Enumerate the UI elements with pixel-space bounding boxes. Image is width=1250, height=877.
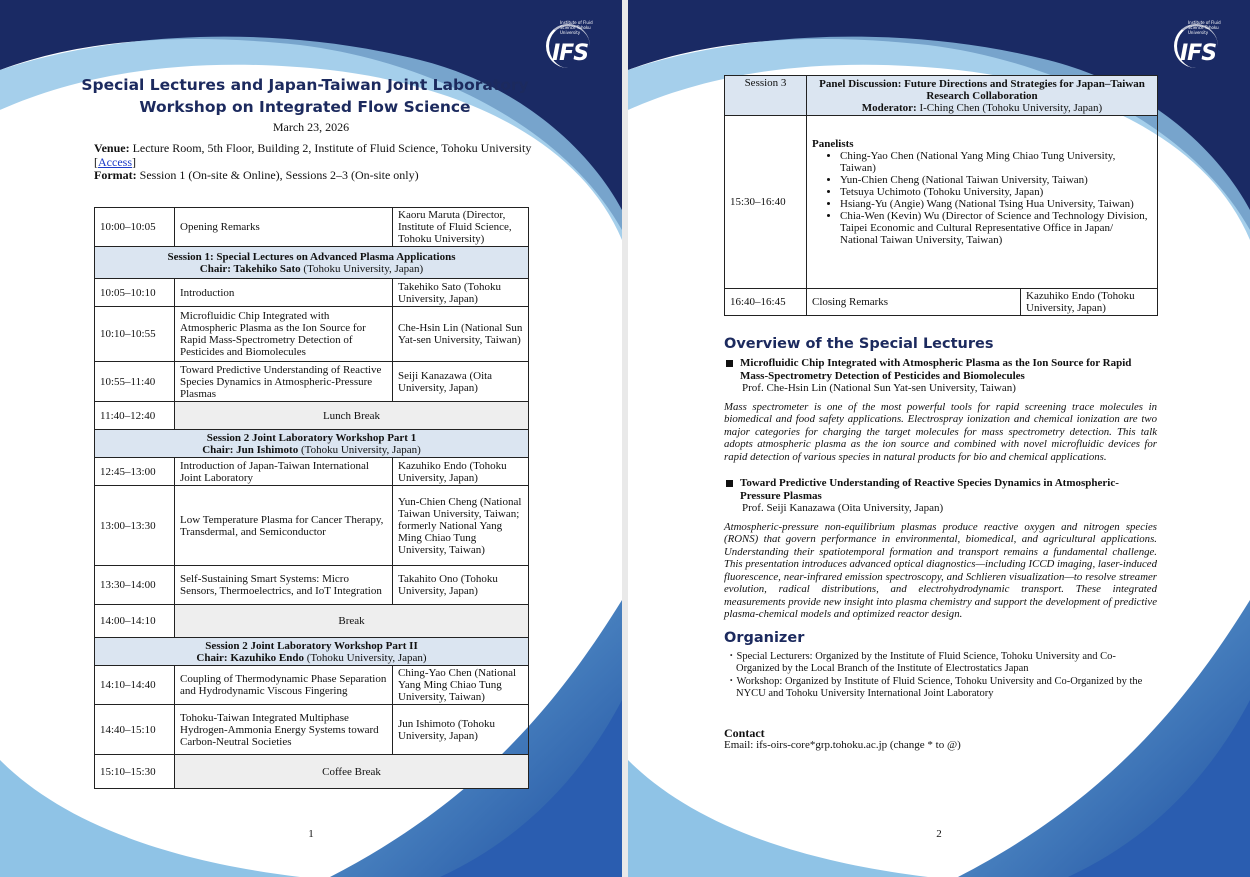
organizer-list: ・Special Lecturers: Organized by the Institute of Fluid Science, Tohoku University and Co-Organized by the Local Branch of the Institute of Electrostatics Japan ・Workshop: Organized by Institute of Fluid Science, Tohoku University and Co-Organized by the NYCU and Tohoku University International Joint Laboratory — [726, 650, 1143, 699]
page-2 — [628, 0, 1250, 877]
break-row: 14:00–14:10 Break — [95, 605, 529, 638]
table-row: 14:10–14:40 Coupling of Thermodynamic Phase Separation and Hydrodynamic Viscous Fingering Ching-Yao Chen (National Yang Ming Chiao Tung University, Taiwan) — [95, 666, 529, 705]
organizer-heading: Organizer — [724, 629, 805, 646]
event-date: March 23, 2026 — [272, 120, 350, 134]
table-row: 10:00–10:05 Opening Remarks Kaoru Maruta (Director, Institute of Fluid Science, Tohoku University) — [95, 208, 529, 247]
panelist: • Ching-Yao Chen (National Yang Ming Chiao Tung University, Taiwan) — [840, 150, 1152, 174]
panel-row: 15:30–16:40 Panelists • Ching-Yao Chen (National Yang Ming Chiao Tung University, Taiwan) • Yun-Chien Cheng (National Taiwan University, Taiwan) • Tetsuya Uchimoto (Tohoku University, Japan) • Hsiang-Yu (Angie) Wang (National Tsing Hua University, Taiwan) • Chia-Wen (Kevin) Wu (Director of Science and Technology Division, Taipei Economic and Cultural Representative Office in Japan/ National Taiwan University, Taiwan) — [725, 116, 1158, 289]
table-row: 13:30–14:00 Self-Sustaining Smart Systems: Micro Sensors, Thermoelectrics, and IoT Integration Takahito Ono (Tohoku University, Japan) — [95, 566, 529, 605]
ifs-logo: Institute of Fluid Science Tohoku University IFS — [546, 18, 604, 76]
lecture-1: Microfluidic Chip Integrated with Atmospheric Plasma as the Ion Source for Rapid Mass-Spectrometry Detection of Pesticides and Biomolecules Prof. Che-Hsin Lin (National Sun Yat-sen University, Taiwan) Mass spectrometer is one of the most powerful tools for rapid screening trace molecules in biomedical and food safety applications. Electrospray ionization and chemical ionization are two major categories for charging the target molecules for mass spectrometry detection. This talk adopts atmospheric plasma as the ion source and combined with novel microfluidic devices for rapid detection of various species in natural products for bio and chemical applications. — [724, 357, 1157, 463]
session-header-row: Session 2 Joint Laboratory Workshop Part 1 Chair: Jun Ishimoto (Tohoku University, Japan) — [95, 430, 529, 458]
lecture-2: Toward Predictive Understanding of Reactive Species Dynamics in Atmospheric-Pressure Plasmas Prof. Seiji Kanazawa (Oita University, Japan) Atmospheric-pressure non-equilibrium plasmas produce reactive oxygen and nitrogen species (RONS) that govern performance in environmental, biomedical, and agricultural applications. Understanding their spatiotemporal formation and transport remains a fundamental challenge. This presentation introduces advanced optical diagnostics—including ICCD imaging, laser-induced fluorescence, near-infrared emission spectroscopy, and Schlieren visualization—to resolve streamer evolution, radical distributions, and electrohydrodynamic transport. These integrated measurements provide new insight into plasma chemistry and support the development of predictive plasma-chemical models and optimized reactor design. — [724, 477, 1157, 620]
document-title: Special Lectures and Japan-Taiwan Joint Laboratory Workshop on Integrated Flow Science — [81, 76, 529, 116]
table-row: 10:10–10:55 Microfluidic Chip Integrated with Atmospheric Plasma as the Ion Source for Rapid Mass-Spectrometry Detection of Pesticides and Biomolecules Che-Hsin Lin (National Sun Yat-sen University, Taiwan) — [95, 307, 529, 362]
session-header-row: Session 3 Panel Discussion: Future Directions and Strategies for Japan–Taiwan Research Collaboration Moderator: I-Ching Chen (Tohoku University, Japan) — [725, 76, 1158, 116]
ifs-logo: Institute of Fluid Science Tohoku University IFS — [1174, 18, 1232, 76]
page-number: 1 — [308, 828, 314, 840]
table-row: 16:40–16:45 Closing Remarks Kazuhiko Endo (Tohoku University, Japan) — [725, 289, 1158, 316]
table-row: 10:05–10:10 Introduction Takehiko Sato (Tohoku University, Japan) — [95, 279, 529, 307]
overview-heading: Overview of the Special Lectures — [724, 336, 994, 352]
panelist: • Tetsuya Uchimoto (Tohoku University, Japan) — [840, 186, 1152, 198]
page-2-content — [724, 335, 1157, 752]
table-row: 14:40–15:10 Tohoku-Taiwan Integrated Multiphase Hydrogen-Ammonia Energy Systems toward Carbon-Neutral Societies Jun Ishimoto (Tohoku University, Japan) — [95, 705, 529, 755]
session-3-table — [724, 75, 1158, 316]
session-header-row: Session 2 Joint Laboratory Workshop Part II Chair: Kazuhiko Endo (Tohoku University, Japan) — [95, 638, 529, 666]
table-row: 13:00–13:30 Low Temperature Plasma for Cancer Therapy, Transdermal, and Semiconductor Yun-Chien Cheng (National Taiwan University, Taiwan; formerly National Yang Ming Chiao Tung University, Taiwan) — [95, 486, 529, 566]
event-info: Venue: Lecture Room, 5th Floor, Building 2, Institute of Fluid Science, Tohoku University [Access] Format: Session 1 (On-site & Online), Sessions 2–3 (On-site only) — [94, 141, 532, 182]
panelist: • Chia-Wen (Kevin) Wu (Director of Science and Technology Division, Taipei Economic and Cultural Representative Office in Japan/ National Taiwan University, Taiwan) — [840, 210, 1152, 246]
venue: Lecture Room, 5th Floor, Building 2, Institute of Fluid Science, Tohoku University — [129, 141, 532, 155]
format: Session 1 (On-site & Online), Sessions 2–3 (On-site only) — [136, 168, 419, 182]
panelist: • Yun-Chien Cheng (National Taiwan University, Taiwan) — [840, 174, 1152, 186]
contact-heading: Contact — [724, 725, 765, 740]
break-row: 15:10–15:30 Coffee Break — [95, 755, 529, 789]
panelist: • Hsiang-Yu (Angie) Wang (National Tsing Hua University, Taiwan) — [840, 198, 1152, 210]
break-row: 11:40–12:40 Lunch Break — [95, 402, 529, 430]
panelist-list — [840, 150, 1152, 246]
contact-email: Email: ifs-oirs-core*grp.tohoku.ac.jp (change * to @) — [724, 739, 961, 751]
session-header-row: Session 1: Special Lectures on Advanced Plasma Applications Chair: Takehiko Sato (Tohoku University, Japan) — [95, 247, 529, 279]
schedule-table — [94, 207, 529, 789]
table-row: 10:55–11:40 Toward Predictive Understanding of Reactive Species Dynamics in Atmospheric-Pressure Plasmas Seiji Kanazawa (Oita University, Japan) — [95, 362, 529, 402]
access-link[interactable]: Access — [98, 154, 132, 169]
page-number: 2 — [936, 828, 942, 840]
table-row: 12:45–13:00 Introduction of Japan-Taiwan International Joint Laboratory Kazuhiko Endo (Tohoku University, Japan) — [95, 458, 529, 486]
page-1 — [0, 0, 622, 877]
